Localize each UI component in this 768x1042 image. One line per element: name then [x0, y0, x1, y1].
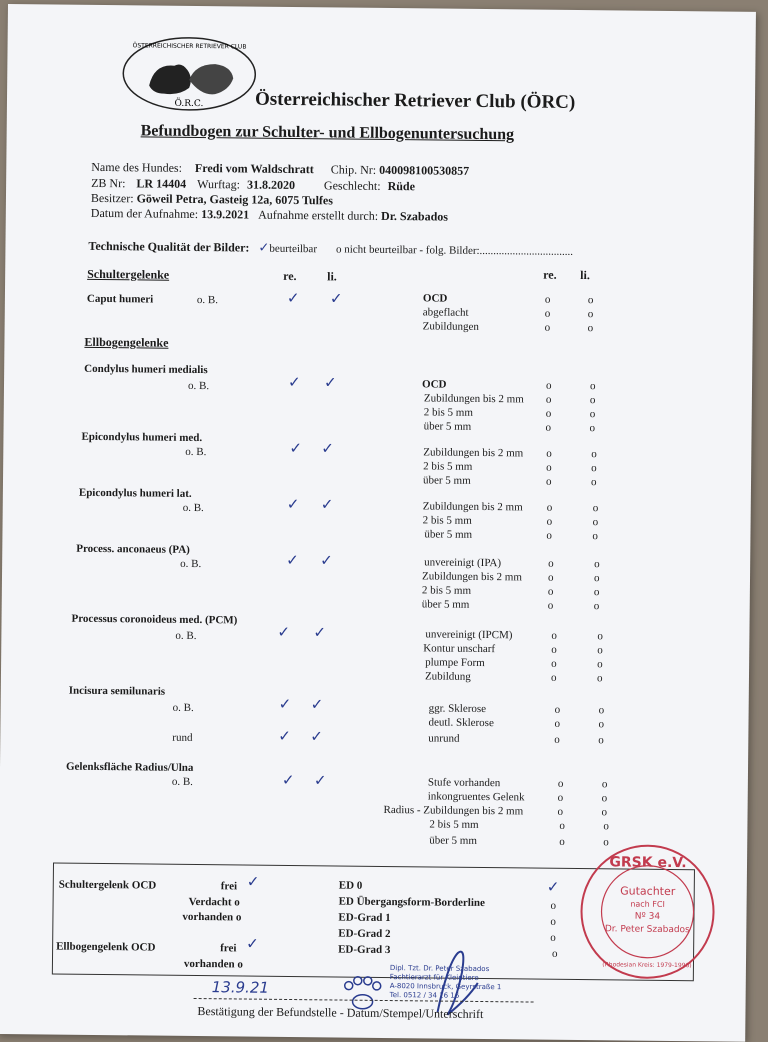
finding: 2 bis 5 mm [421, 584, 472, 597]
finding: ggr. Sklerose [428, 702, 487, 716]
o-re: o [546, 461, 552, 474]
o-li: o [587, 294, 594, 307]
handwritten-date: 13.9.21 [211, 978, 270, 997]
o-re: o [546, 515, 553, 528]
finding: OCD [421, 378, 447, 391]
o-li: o [598, 734, 604, 747]
epimed-re-mark: ✓ [289, 438, 303, 458]
o-li: o [589, 380, 596, 393]
owner: Göweil Petra, Gasteig 12a, 6075 Tulfes [136, 191, 334, 208]
o-re: o [545, 421, 552, 434]
caput-label: Caput humeri [86, 292, 154, 306]
o-re: o [545, 475, 552, 488]
zb-label: ZB Nr: [91, 175, 126, 191]
finding: deutl. Sklerose [428, 716, 494, 730]
finding: unrund [428, 732, 460, 745]
summary-schulter-vorhanden: vorhanden o [182, 910, 242, 924]
stamp-line-2: nach FCI [630, 899, 665, 909]
finding: über 5 mm [421, 598, 470, 611]
dog-info-row-4 [91, 206, 448, 225]
finding: OCD [422, 292, 448, 305]
stamp-line-4: Dr. Peter Szabados [604, 924, 690, 936]
o-li: o [592, 502, 599, 515]
logo-text: ÖSTERREICHISCHER RETRIEVER CLUB [132, 42, 247, 51]
finding: 2 bis 5 mm [422, 514, 472, 527]
o-li: o [587, 308, 594, 321]
incisura-label: Incisura semilunaris [68, 684, 166, 698]
litter-label: Wurftag: [197, 176, 241, 192]
o-li: o [589, 408, 596, 421]
o-li: o [598, 718, 605, 731]
o-li: o [603, 820, 609, 833]
o-li: o [589, 422, 596, 435]
zb-number: LR 14404 [136, 176, 187, 191]
epilat-label: Epicondylus humeri lat. [78, 486, 192, 500]
radius-ob: o. B. [171, 775, 194, 788]
col-header-li-right: li. [580, 268, 590, 283]
pcm-label: Processus coronoideus med. (PCM) [71, 612, 238, 627]
finding: über 5 mm [423, 420, 472, 433]
rund-re-mark: ✓ [278, 726, 292, 746]
radius-label: Gelenksfläche Radius/Ulna [65, 760, 194, 774]
stamp-ring-text: GRSK e.V. [609, 854, 687, 872]
document-page [0, 4, 756, 1042]
o-li: o [597, 630, 603, 643]
pcm-ob: o. B. [175, 629, 197, 643]
caput-re-mark: ✓ [286, 288, 300, 308]
condylus-li-mark: ✓ [323, 373, 337, 392]
summary-schulter-verdacht: Verdacht o [188, 895, 240, 909]
condylus-ob: o. B. [187, 379, 210, 393]
finding: unvereinigt (IPCM) [425, 628, 513, 642]
o-li: o [598, 704, 605, 717]
dog-name: Fredi vom Waldschratt [194, 160, 314, 177]
o-ed: o [550, 899, 557, 912]
o-re: o [559, 835, 565, 848]
section-ellbogengelenke: Ellbogengelenke [84, 334, 169, 350]
section-schultergelenke: Schultergelenke [87, 266, 170, 282]
finding: über 5 mm [422, 474, 471, 487]
finding: unvereinigt (IPA) [424, 556, 502, 570]
finding: über 5 mm [424, 528, 473, 541]
o-re: o [554, 717, 561, 730]
incisura-rund: rund [172, 731, 193, 744]
finding: 2 bis 5 mm [423, 406, 474, 419]
col-header-re: re. [283, 268, 297, 284]
o-li: o [590, 476, 597, 489]
stamp-line-3: Nº 34 [634, 911, 661, 922]
vet-stamp-line: Dipl. Tzt. Dr. Peter Szabados [389, 964, 490, 974]
finding: über 5 mm [429, 834, 477, 847]
o-re: o [551, 629, 557, 642]
o-li: o [597, 658, 603, 671]
ed-grad-2: ED-Grad 2 [338, 927, 391, 941]
summary-schulter-frei: frei [220, 880, 238, 893]
pcm-li-mark: ✓ [313, 623, 327, 642]
ed-0-mark: ✓ [546, 877, 560, 896]
pa-ob: o. B. [180, 557, 202, 571]
o-li: o [592, 516, 599, 529]
epilat-re-mark: ✓ [286, 494, 300, 514]
incisura-re-mark: ✓ [278, 694, 292, 714]
radius-li-mark: ✓ [313, 771, 327, 790]
epimed-label: Epicondylus humeri med. [81, 430, 203, 445]
o-li: o [592, 530, 599, 543]
o-re: o [545, 379, 552, 392]
finding: Zubildungen bis 2 mm [423, 392, 524, 406]
incisura-ob: o. B. [172, 701, 194, 714]
quality-check-mark: ✓ [258, 240, 270, 256]
gutachter-stamp [576, 840, 719, 983]
o-li: o [593, 600, 600, 613]
o-li: o [594, 558, 600, 571]
o-li: o [589, 394, 596, 407]
col-header-re-right: re. [543, 267, 557, 282]
exam-date: 13.9.2021 [201, 207, 250, 222]
o-re: o [544, 307, 551, 320]
finding: Kontur unscharf [423, 642, 496, 656]
o-re: o [546, 501, 553, 514]
o-re: o [557, 791, 564, 804]
caput-ob: o. B. [196, 293, 219, 307]
o-li: o [593, 586, 600, 599]
o-re: o [557, 805, 564, 818]
o-li: o [603, 836, 609, 849]
dog-sex: Rüde [387, 178, 416, 194]
finding: Zubildungen bis 2 mm [421, 570, 523, 584]
finding: Zubildung [424, 670, 471, 683]
epimed-li-mark: ✓ [321, 439, 335, 458]
ellbogen-frei-mark: ✓ [246, 934, 259, 953]
ed-grad-1: ED-Grad 1 [338, 911, 391, 925]
condylus-re-mark: ✓ [287, 372, 301, 392]
o-li: o [601, 792, 608, 805]
finding: Radius - Zubildungen bis 2 mm [383, 803, 524, 818]
quality-row [88, 239, 573, 259]
examiner: Dr. Szabados [381, 208, 449, 224]
footer-caption: Bestätigung der Befundstelle - Datum/Stempel/Unterschrift [197, 1004, 484, 1022]
summary-ellbogen-vorhanden: vorhanden o [183, 957, 244, 971]
o-re: o [550, 671, 557, 684]
o-re: o [546, 529, 553, 542]
caput-li-mark: ✓ [329, 289, 343, 308]
stamp-ring-bottom: (Rhodesian Kreis: 1979-1996) [602, 961, 692, 970]
o-re: o [544, 321, 551, 334]
finding: abgeflacht [422, 306, 469, 319]
o-re: o [547, 599, 554, 612]
summary-ellbogen-frei: frei [220, 942, 237, 955]
o-re: o [554, 733, 560, 746]
ed-grad-3: ED-Grad 3 [338, 943, 391, 957]
logo-abbrev: Ö.R.C. [174, 98, 204, 110]
quality-label: Technische Qualität der Bilder: [88, 238, 250, 255]
ed-borderline: ED Übergangsform-Borderline [338, 895, 486, 910]
o-re: o [548, 557, 554, 570]
stamp-line-1: Gutachter [620, 884, 676, 899]
o-ed: o [550, 915, 556, 928]
o-re: o [559, 819, 565, 832]
date-label: Datum der Aufnahme: [90, 205, 199, 222]
finding: inkongruentes Gelenk [427, 790, 525, 804]
o-li: o [601, 778, 608, 791]
o-ed: o [550, 931, 556, 944]
vet-stamp-line: A-8020 Innsbruck, Geyrstraße 1 [389, 982, 502, 992]
summary-schulter-label: Schultergelenk OCD [58, 878, 157, 892]
o-re: o [544, 293, 551, 306]
pcm-re-mark: ✓ [277, 622, 291, 641]
chip-label: Chip. Nr: [330, 162, 377, 177]
finding: Zubildungen bis 2 mm [422, 500, 523, 514]
o-li: o [593, 572, 600, 585]
epilat-li-mark: ✓ [320, 495, 334, 514]
pa-re-mark: ✓ [286, 550, 299, 570]
o-li: o [597, 644, 603, 657]
ed-0: ED 0 [338, 879, 363, 892]
o-ed: o [552, 947, 558, 960]
pa-li-mark: ✓ [320, 551, 333, 570]
finding: 2 bis 5 mm [423, 460, 473, 473]
o-re: o [551, 643, 557, 656]
finding: Stufe vorhanden [427, 776, 501, 790]
o-re: o [547, 585, 554, 598]
owner-label: Besitzer: [90, 190, 134, 206]
pa-label: Process. anconaeus (PA) [76, 542, 190, 556]
col-header-li: li. [327, 269, 337, 284]
sex-label: Geschlecht: [323, 178, 381, 193]
o-re: o [546, 447, 552, 460]
o-li: o [587, 322, 594, 335]
finding: Zubildungen bis 2 mm [423, 446, 524, 460]
name-label: Name des Hundes: [91, 159, 183, 175]
o-re: o [547, 571, 554, 584]
finding: 2 bis 5 mm [429, 818, 479, 831]
quality-option-not-ok: o nicht beurteilbar - folg. Bilder:.................................. [335, 243, 574, 258]
vet-stamp-line: Tel. 0512 / 34 16 16 [389, 991, 460, 1000]
incisura-li-mark: ✓ [310, 695, 324, 714]
litter-date: 31.8.2020 [246, 177, 296, 193]
chip-number: 040098100530857 [379, 162, 470, 178]
epimed-ob: o. B. [185, 445, 207, 459]
by-label: Aufnahme erstellt durch: [258, 207, 379, 223]
club-title: Österreichischer Retriever Club (ÖRC) [254, 88, 576, 113]
quality-option-ok: beurteilbar [269, 242, 318, 256]
o-re: o [545, 407, 552, 420]
epilat-ob: o. B. [182, 501, 204, 515]
schulter-frei-mark: ✓ [246, 872, 260, 891]
o-re: o [554, 703, 561, 716]
o-li: o [601, 806, 608, 819]
club-logo [119, 33, 260, 114]
o-re: o [557, 777, 564, 790]
condylus-label: Condylus humeri medialis [84, 362, 208, 377]
radius-re-mark: ✓ [281, 770, 295, 790]
form-subtitle: Befundbogen zur Schulter- und Ellbogenuntersuchung [140, 122, 515, 144]
finding: Zubildungen [422, 320, 479, 333]
finding: plumpe Form [425, 656, 485, 670]
rund-li-mark: ✓ [310, 727, 324, 746]
o-re: o [551, 657, 557, 670]
summary-ellbogen-label: Ellbogengelenk OCD [56, 940, 156, 954]
o-re: o [545, 393, 552, 406]
o-li: o [591, 448, 597, 461]
vet-stamp-line: Fachtierarzt für Kleintiere [389, 973, 479, 982]
o-li: o [596, 672, 603, 685]
o-li: o [591, 462, 597, 475]
